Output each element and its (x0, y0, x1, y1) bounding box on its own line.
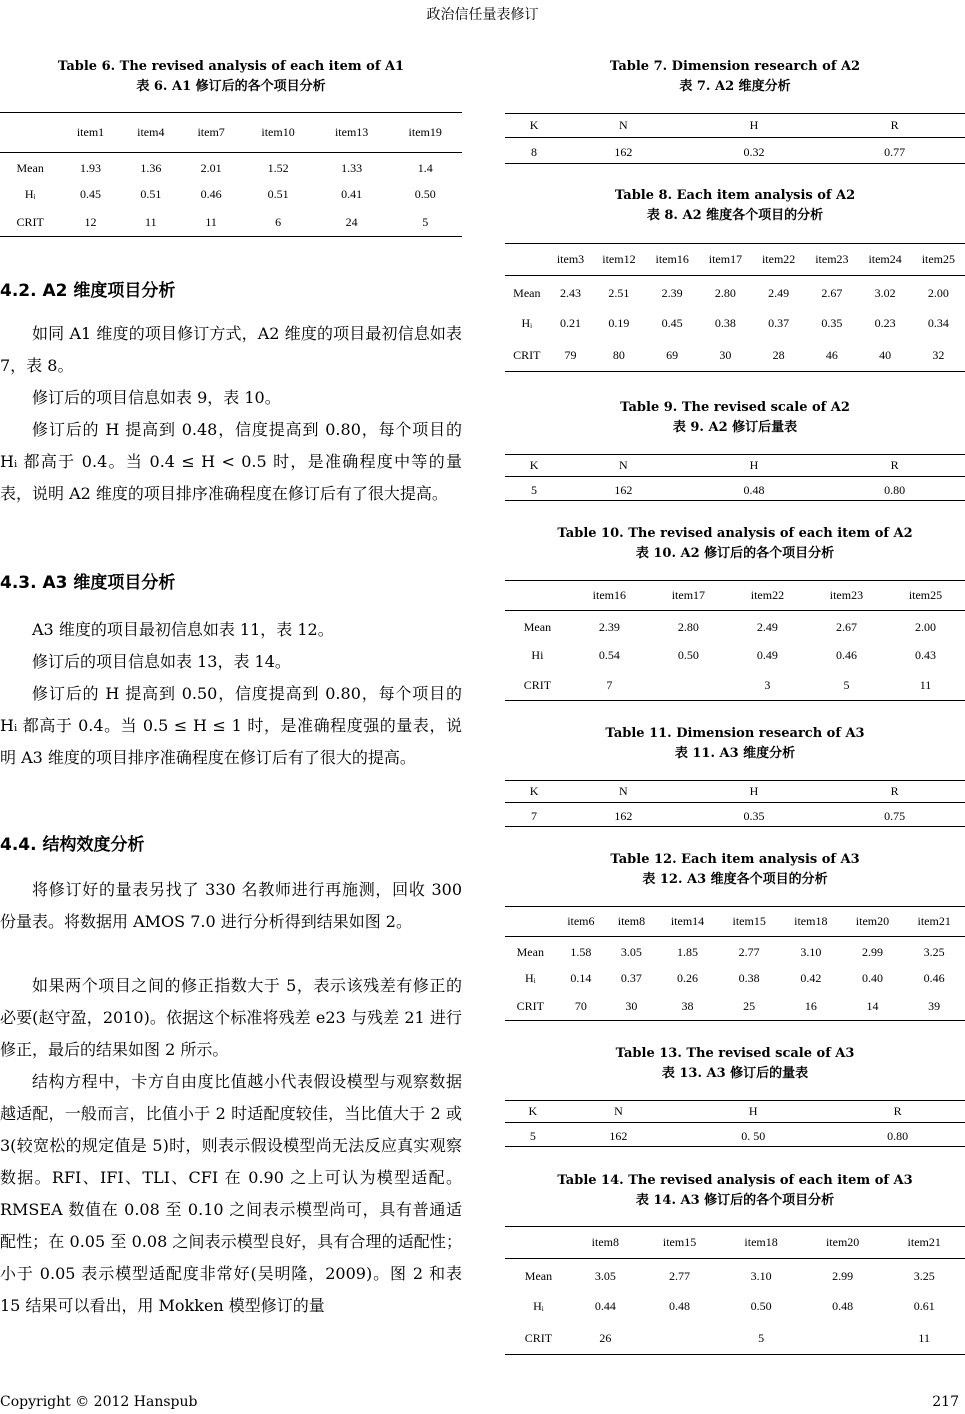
column-header: R (890, 118, 899, 132)
row-label: 8 (531, 145, 538, 159)
table-row (505, 1291, 965, 1323)
table-cell: 0.26 (677, 971, 698, 985)
section-4-3-paragraph: A3 维度的项目最初信息如表 11，表 12。 (32, 620, 334, 639)
table-cell: 3.25 (923, 945, 945, 960)
column-header: K (528, 1104, 538, 1118)
column-header: N (619, 458, 628, 472)
table-cell (639, 1323, 721, 1355)
table13 (505, 1100, 965, 1147)
section-4-4-paragraph: 将修订好的量表另找了 330 名教师进行再施测，回收 300 份量表。将数据用 AMOS 7.0 进行分析得到结果如图 2。 (0, 880, 462, 931)
column-header: H (749, 118, 759, 132)
table-cell: 1.58 (570, 945, 592, 960)
row-label: 7 (531, 809, 538, 823)
table-cell: 14 (866, 998, 879, 1013)
table-cell: 0.19 (608, 316, 630, 330)
table-cell (802, 1323, 884, 1355)
table13-caption-zh: 表 13. A3 修订后的量表 (661, 1066, 809, 1081)
column-header: item23 (829, 588, 864, 602)
table-cell: 0. 50 (741, 1129, 766, 1143)
table8-caption-en: Table 8. Each item analysis of A2 (614, 188, 856, 203)
column-header: item8 (591, 1235, 619, 1249)
table-cell: 38 (681, 998, 694, 1013)
column-header: item22 (750, 588, 785, 602)
table-cell: 79 (564, 347, 577, 362)
table-cell: 12 (84, 214, 97, 229)
table-cell: 1.85 (677, 945, 698, 960)
table-cell: 26 (599, 1330, 612, 1345)
row-label: CRIT (523, 677, 552, 692)
table-row (505, 965, 965, 993)
table-cell: 3.05 (594, 1269, 616, 1284)
table-row (505, 1259, 965, 1291)
table-row (505, 340, 965, 372)
table-cell: 0.34 (927, 316, 949, 330)
table-cell: 6 (275, 214, 282, 229)
section-4-3-paragraph: 修订后的 H 提高到 0.50，信度提高到 0.80，每个项目的 Hᵢ 都高于 0.4。当 0.5 ≤ H ≤ 1 时，是准确程度强的量表，说明 A3 维度的项目排序准确程度在修订后有了很大的提高。 (0, 684, 462, 767)
table-cell: 0.49 (756, 648, 778, 662)
column-header: item18 (744, 1235, 778, 1249)
table-row (505, 641, 965, 671)
table-header-row (505, 455, 965, 477)
column-header: item10 (261, 125, 295, 139)
row-label: Mean (524, 1269, 553, 1284)
table-cell: 0.21 (559, 316, 581, 330)
table-header-row (505, 907, 965, 937)
table-cell: 2.00 (927, 286, 949, 301)
table-cell: 0.75 (884, 809, 906, 823)
table-cell: 1.33 (341, 161, 363, 176)
table-cell: 0.43 (914, 648, 936, 662)
table-cell: 0.45 (661, 316, 683, 330)
column-header: item16 (655, 252, 689, 266)
table-cell: 2.39 (598, 620, 620, 635)
column-header: K (529, 118, 539, 132)
table-cell: 2.39 (661, 286, 683, 301)
table-cell: 40 (879, 347, 892, 362)
table10-caption-en: Table 10. The revised analysis of each item of A2 (557, 526, 913, 541)
table-cell: 0.46 (200, 187, 222, 201)
table-cell: 0.37 (768, 316, 790, 330)
table-cell: 162 (614, 483, 633, 497)
table-cell: 3 (764, 677, 771, 692)
column-header: H (748, 1104, 758, 1118)
table-cell: 16 (804, 998, 817, 1013)
column-header: item22 (761, 252, 796, 266)
table-cell: 39 (928, 998, 941, 1013)
table-header-row (505, 781, 965, 803)
table-cell: 0.41 (341, 187, 363, 201)
table-header-row (505, 1227, 965, 1259)
table-cell: 0.61 (913, 1299, 935, 1313)
table-cell: 0.77 (884, 145, 906, 159)
column-header: item21 (917, 914, 951, 928)
table-cell: 0.35 (743, 809, 765, 823)
table-cell: 0.50 (677, 648, 699, 662)
table-row (505, 937, 965, 965)
column-header: item16 (592, 588, 626, 602)
table-cell: 2.49 (768, 286, 790, 301)
table7 (505, 113, 965, 164)
table-header-row (505, 1101, 965, 1123)
table7-caption-en: Table 7. Dimension research of A2 (609, 59, 861, 74)
table-cell: 0.46 (835, 648, 857, 662)
table8 (505, 243, 965, 372)
column-header: item3 (556, 252, 585, 266)
table-header-row (505, 581, 965, 611)
column-header: R (890, 784, 899, 798)
row-label: Mean (16, 161, 44, 176)
running-title: 政治信任量表修订 (426, 7, 539, 23)
column-header: item8 (617, 914, 646, 928)
column-header: item14 (670, 914, 705, 928)
table9-caption-en: Table 9. The revised scale of A2 (620, 400, 850, 415)
row-label: CRIT (513, 347, 541, 362)
table10 (505, 580, 965, 701)
table-cell: 0.40 (861, 971, 883, 985)
column-header: R (890, 458, 899, 472)
column-header: item15 (662, 1235, 697, 1249)
table-cell: 0.44 (594, 1299, 616, 1313)
column-header (505, 1227, 572, 1259)
table13-caption-en: Table 13. The revised scale of A3 (615, 1046, 855, 1061)
table-cell: 5 (422, 214, 429, 229)
table-row (0, 181, 462, 209)
section-4-3-paragraph: 修订后的项目信息如表 13，表 14。 (32, 652, 291, 671)
row-label: Hᵢ (521, 316, 533, 330)
table-cell (649, 671, 728, 701)
row-label: CRIT (524, 1330, 553, 1345)
table-cell: 0.80 (887, 1129, 909, 1143)
table-cell: 2.77 (738, 945, 760, 960)
table-cell: 162 (614, 809, 633, 823)
table-cell: 0.14 (570, 971, 592, 985)
table14 (505, 1226, 965, 1355)
table-cell: 7 (606, 677, 613, 692)
table-row (505, 138, 965, 164)
table-cell: 0.50 (414, 187, 436, 201)
column-header: item6 (567, 914, 595, 928)
table-cell: 0.46 (923, 971, 945, 985)
table-cell: 0.54 (598, 648, 620, 662)
footer-copyright: Copyright © 2012 Hanspub (0, 1394, 198, 1410)
table-cell: 28 (772, 347, 785, 362)
table-cell: 2.43 (559, 286, 581, 301)
table-cell: 0.42 (800, 971, 822, 985)
row-label: Hi (531, 648, 544, 662)
table-row (0, 153, 462, 181)
row-label: Hᵢ (524, 971, 536, 985)
column-header: K (529, 458, 539, 472)
column-header: item19 (408, 125, 442, 139)
column-header: H (749, 784, 759, 798)
table-row (505, 671, 965, 701)
table-cell: 0.37 (620, 971, 642, 985)
table-cell: 32 (932, 347, 945, 362)
table-row (505, 276, 965, 308)
column-header: R (893, 1104, 902, 1118)
table-cell: 3.10 (750, 1269, 772, 1284)
column-header: item13 (334, 125, 369, 139)
table-cell: 25 (743, 998, 756, 1013)
table-row (505, 611, 965, 641)
column-header: item23 (815, 252, 849, 266)
table12 (505, 906, 965, 1021)
column-header: item15 (732, 914, 766, 928)
row-label: Hᵢ (533, 1299, 544, 1313)
table-cell: 0.50 (750, 1299, 772, 1313)
table-cell: 3.25 (913, 1269, 935, 1284)
table11 (505, 780, 965, 827)
table-cell: 2.00 (914, 620, 936, 635)
column-header (0, 113, 60, 153)
table-cell: 0.48 (743, 483, 765, 497)
row-label: 5 (531, 483, 538, 497)
section-4-2-heading: 4.2. A2 维度项目分析 (0, 281, 176, 301)
column-header (505, 244, 549, 276)
section-4-2-paragraph: 如同 A1 维度的项目修订方式，A2 维度的项目最初信息如表 7，表 8。 (0, 324, 462, 375)
table14-caption-en: Table 14. The revised analysis of each item of A3 (557, 1173, 913, 1188)
table-cell: 0.51 (267, 187, 289, 201)
table-cell: 0.51 (140, 187, 162, 201)
table11-caption-zh: 表 11. A3 维度分析 (674, 746, 796, 761)
table-cell: 2.67 (835, 620, 857, 635)
table-cell: 1.52 (267, 161, 289, 176)
table-cell: 162 (609, 1129, 628, 1143)
table-row (505, 308, 965, 340)
column-header: item17 (708, 252, 743, 266)
table-header-row (505, 114, 965, 138)
column-header: item20 (855, 914, 890, 928)
table-cell: 0.48 (832, 1299, 854, 1313)
table9-caption-zh: 表 9. A2 修订后量表 (672, 420, 798, 435)
page-number: 217 (932, 1394, 959, 1410)
table-cell: 5 (758, 1330, 765, 1345)
table-cell: 0.23 (874, 316, 896, 330)
table-cell: 2.51 (608, 286, 630, 301)
table-header-row (505, 244, 965, 276)
table-cell: 2.77 (669, 1269, 691, 1284)
column-header: item21 (907, 1235, 941, 1249)
table-cell: 0.48 (669, 1299, 691, 1313)
section-4-4-paragraph: 结构方程中，卡方自由度比值越小代表假设模型与观察数据越适配，一般而言，比值小于 2 时适配度较佳，当比值大于 2 或 3(较宽松的规定值是 5)时，则表示假设模型尚无法反应真实观察数据。RFI、IFI、TLI、CFI 在 0.90 之上可认为模型适配。RMSEA 数值在 0.08 至 0.10 之间表示模型尚可，具有普通适配性；在 0.05 至 0.08 之间表示模型良好，具有合理的适配性；小于 0.05 表示模型适配度非常好(吴明隆，2009)。图 2 和表 15 结果可以看出，用 Mokken 模型修订的量 (0, 1072, 462, 1315)
table-cell: 0.38 (714, 316, 736, 330)
column-header: N (614, 1104, 623, 1118)
table-row (0, 209, 462, 237)
table-cell: 2.80 (677, 620, 699, 635)
table-cell: 3.05 (620, 945, 642, 960)
column-header: item24 (868, 252, 902, 266)
column-header: item25 (921, 252, 956, 266)
table-row (505, 803, 965, 827)
table-cell: 30 (625, 998, 638, 1013)
table6 (0, 112, 462, 237)
table-row (505, 1323, 965, 1355)
row-label: Mean (523, 620, 552, 635)
section-4-2-paragraph: 修订后的项目信息如表 9，表 10。 (32, 388, 281, 407)
row-label: CRIT (16, 214, 44, 229)
table-cell: 11 (205, 214, 217, 229)
table-cell: 11 (918, 1330, 930, 1345)
table-cell: 2.99 (861, 945, 883, 960)
column-header: item18 (794, 914, 828, 928)
table-cell: 5 (843, 677, 850, 692)
table-header-row (0, 113, 462, 153)
table-cell: 46 (825, 347, 838, 362)
column-header: item7 (197, 125, 225, 139)
column-header: item12 (602, 252, 636, 266)
table-cell: 162 (614, 145, 633, 159)
column-header: N (619, 784, 628, 798)
table11-caption-en: Table 11. Dimension research of A3 (605, 726, 865, 741)
table-cell: 0.35 (821, 316, 843, 330)
table-cell: 3.02 (874, 286, 896, 301)
table-row (505, 477, 965, 501)
table-cell: 2.80 (714, 286, 736, 301)
column-header: item4 (137, 125, 165, 139)
table-cell: 11 (919, 677, 932, 692)
table-cell: 0.32 (743, 145, 765, 159)
table12-caption-zh: 表 12. A3 维度各个项目的分析 (642, 872, 828, 887)
table-cell: 11 (145, 214, 157, 229)
table-cell: 2.99 (832, 1269, 854, 1284)
table-cell: 80 (612, 347, 625, 362)
table-cell: 1.4 (417, 161, 433, 176)
table-cell: 30 (719, 347, 732, 362)
table-cell: 69 (666, 347, 679, 362)
column-header (505, 907, 556, 937)
column-header: K (529, 784, 539, 798)
table8-caption-zh: 表 8. A2 维度各个项目的分析 (646, 208, 824, 223)
table6-caption-zh: 表 6. A1 修订后的各个项目分析 (136, 79, 326, 94)
column-header: item25 (908, 588, 943, 602)
table-cell: 1.36 (140, 161, 162, 176)
table-row (505, 1123, 965, 1147)
table7-caption-zh: 表 7. A2 维度分析 (679, 79, 791, 94)
column-header: item1 (76, 125, 105, 139)
table-cell: 0.38 (738, 971, 760, 985)
section-4-4-heading: 4.4. 结构效度分析 (0, 835, 145, 855)
column-header: item20 (825, 1235, 860, 1249)
table-cell: 1.93 (80, 161, 101, 176)
table-cell: 0.45 (80, 187, 101, 201)
table12-caption-en: Table 12. Each item analysis of A3 (610, 852, 860, 867)
row-label: CRIT (516, 998, 544, 1013)
table9 (505, 454, 965, 501)
row-label: Hᵢ (24, 187, 36, 201)
column-header: item17 (671, 588, 706, 602)
table-cell: 2.49 (756, 620, 778, 635)
column-header (505, 581, 570, 611)
table-row (505, 993, 965, 1021)
table-cell: 2.67 (821, 286, 843, 301)
row-label: Mean (513, 286, 541, 301)
section-4-2-paragraph: 修订后的 H 提高到 0.48，信度提高到 0.80，每个项目的 Hᵢ 都高于 0.4。当 0.4 ≤ H < 0.5 时，是准确程度中等的量表，说明 A2 维度的项目排序准确程度在修订后有了很大提高。 (0, 420, 462, 503)
table-cell: 2.01 (200, 161, 222, 176)
table-cell: 24 (345, 214, 358, 229)
table-cell: 3.10 (800, 945, 822, 960)
table6-caption-en: Table 6. The revised analysis of each item of A1 (57, 59, 405, 74)
table-cell: 70 (574, 998, 587, 1013)
table10-caption-zh: 表 10. A2 修订后的各个项目分析 (635, 546, 835, 561)
table-cell: 0.80 (884, 483, 906, 497)
table14-caption-zh: 表 14. A3 修订后的各个项目分析 (635, 1193, 835, 1208)
section-4-3-heading: 4.3. A3 维度项目分析 (0, 573, 176, 593)
column-header: H (749, 458, 759, 472)
row-label: 5 (529, 1129, 536, 1143)
section-4-4-paragraph: 如果两个项目之间的修正指数大于 5，表示该残差有修正的必要(赵守盈，2010)。依据这个标准将残差 e23 与残差 21 进行修正，最后的结果如图 2 所示。 (0, 976, 462, 1059)
column-header: N (619, 118, 628, 132)
row-label: Mean (516, 945, 544, 960)
